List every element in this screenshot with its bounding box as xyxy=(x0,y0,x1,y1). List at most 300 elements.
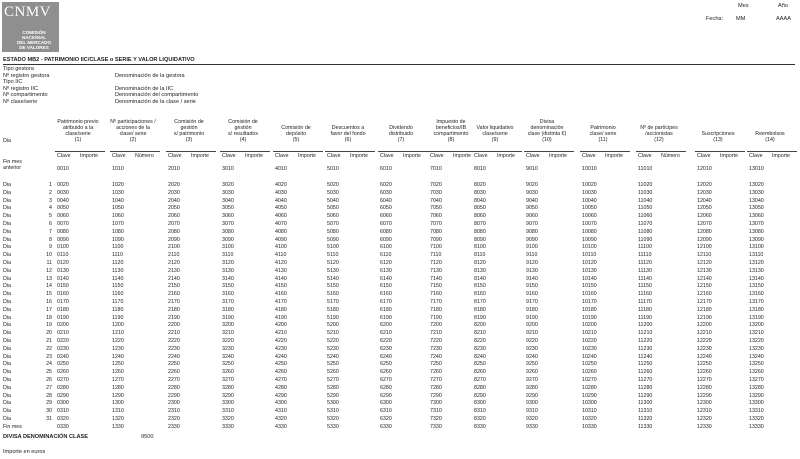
row-key-code: 3040 xyxy=(222,197,234,204)
row-key-code: 9060 xyxy=(526,213,538,220)
row-key-code: 8230 xyxy=(474,345,486,352)
row-key-code: 0230 xyxy=(57,345,69,352)
row-key-code: 1260 xyxy=(112,369,124,376)
column-header-line: (7) xyxy=(397,137,405,143)
row-key-code: 2250 xyxy=(168,361,180,368)
row-key-code: 0170 xyxy=(57,299,69,305)
row-label: Dia xyxy=(3,260,11,266)
row-key-code: 13300 xyxy=(749,400,764,407)
row-key-code: 6290 xyxy=(380,392,392,399)
column-sub-clave: Clave xyxy=(222,153,236,159)
row-key-code: 4140 xyxy=(275,275,287,282)
fecha-label: Fecha: xyxy=(706,16,724,22)
row-key-code: 0330 xyxy=(57,423,69,430)
row-key-code: 13110 xyxy=(749,252,764,259)
row-key-code: 10110 xyxy=(582,252,597,259)
row-key-code: 13020 xyxy=(749,182,764,188)
row-key-code: 12240 xyxy=(697,353,712,360)
row-day-number: 31 xyxy=(46,416,52,422)
row-key-code: 7220 xyxy=(430,338,442,344)
row-key-code: 3190 xyxy=(222,314,234,321)
column-header-line: favor del fondo xyxy=(330,131,366,137)
row-key-code: 9250 xyxy=(526,361,538,368)
logo-subtitle: COMISIÓN NACIONAL DEL MERCADO DE VALORES xyxy=(16,30,52,50)
row-label: Dia xyxy=(3,213,11,220)
row-key-code: 4090 xyxy=(275,236,287,243)
row-key-code: 8170 xyxy=(474,299,486,305)
column-header-line: Nº de partícipes xyxy=(640,125,678,131)
row-key-code: 3180 xyxy=(222,306,234,313)
row-key-code: 9160 xyxy=(526,291,538,298)
row-key-code: 0030 xyxy=(57,189,69,196)
row-key-code: 1110 xyxy=(112,252,123,259)
row-key-code: 6130 xyxy=(380,267,392,274)
row-key-code: 0200 xyxy=(57,322,69,329)
row-key-code: 11090 xyxy=(638,236,653,243)
row-key-code: 8330 xyxy=(474,423,486,430)
row-key-code: 3140 xyxy=(222,275,234,282)
row-key-code: 9090 xyxy=(526,236,538,243)
row-key-code: 0050 xyxy=(57,205,69,212)
row-key-code: 8220 xyxy=(474,338,486,344)
column-header-line: atribuido a la xyxy=(62,125,94,131)
row-key-code: 1290 xyxy=(112,392,124,399)
meta-label: Nº compartimento xyxy=(3,92,48,98)
row-key-code: 12130 xyxy=(697,267,712,274)
row-key-code: 2180 xyxy=(168,306,180,313)
column-header-line: (2) xyxy=(129,137,137,143)
row-key-code: 1330 xyxy=(112,423,124,430)
column-header-line: clase/ serie xyxy=(589,131,617,137)
row-key-code: 1320 xyxy=(112,416,124,422)
row-day-number: 17 xyxy=(46,306,52,313)
row-key-code: 10090 xyxy=(582,236,597,243)
row-key-code: 13120 xyxy=(749,260,764,266)
row-key-code: 8050 xyxy=(474,205,486,212)
title-divider xyxy=(3,64,795,65)
row-key-code: 3030 xyxy=(222,189,234,196)
row-key-code: 5190 xyxy=(327,314,339,321)
row-key-code: 8160 xyxy=(474,291,486,298)
row-key-code: 11030 xyxy=(638,189,653,196)
column-header-line: beneficios/IB xyxy=(435,125,467,131)
row-key-code: 3020 xyxy=(222,182,234,188)
column-header-line: denominación xyxy=(530,125,564,131)
row-key-code: 0310 xyxy=(57,408,69,415)
row-key-code: 13040 xyxy=(749,197,764,204)
row-key-code: 1250 xyxy=(112,361,124,368)
row-key-code: 9130 xyxy=(526,267,538,274)
row-day-number: 1 xyxy=(49,182,52,188)
row-key-code: 2230 xyxy=(168,345,180,352)
row-key-code: 1310 xyxy=(112,408,124,415)
ano-label: Año xyxy=(778,3,788,9)
row-key-code: 11260 xyxy=(638,369,653,376)
row-key-code: 4230 xyxy=(275,345,287,352)
row-key-code: 12210 xyxy=(697,330,712,337)
row-key-code: 3270 xyxy=(222,377,234,383)
row-key-code: 4080 xyxy=(275,228,287,235)
row-key-code: 5020 xyxy=(327,182,339,188)
row-key-code: 6110 xyxy=(380,252,392,259)
divisa-label: DIVISA DENOMINACIÓN CLASE xyxy=(3,434,88,440)
row-key-code: 2330 xyxy=(168,423,180,430)
row-label: Dia xyxy=(3,197,11,204)
row-key-code: 0290 xyxy=(57,392,69,399)
row-key-code: 8240 xyxy=(474,353,486,360)
row-key-code: 0300 xyxy=(57,400,69,407)
column-header-line: Comisión de xyxy=(174,119,204,125)
meta-value: Denominación del compartimento xyxy=(115,92,199,98)
row-key-code: 6310 xyxy=(380,408,392,415)
column-underline xyxy=(472,151,522,152)
row-day-number: 4 xyxy=(49,205,52,212)
row-label: Dia xyxy=(3,236,11,243)
row-key-code: 1190 xyxy=(112,314,124,321)
row-key-code: 4330 xyxy=(275,423,287,430)
row-key-code: 7010 xyxy=(430,166,442,172)
row-key-code: 4250 xyxy=(275,361,287,368)
row-label: Dia xyxy=(3,400,11,407)
row-key-code: 4270 xyxy=(275,377,287,383)
row-key-code: 13140 xyxy=(749,275,764,282)
column-header-line: (13) xyxy=(713,137,723,143)
column-header-line: s/ patrimonio xyxy=(173,131,205,137)
row-key-code: 2190 xyxy=(168,314,180,321)
row-key-code: 12270 xyxy=(697,377,712,383)
row-key-code: 3060 xyxy=(222,213,234,220)
row-key-code: 1070 xyxy=(112,221,124,227)
row-key-code: 5120 xyxy=(327,260,339,266)
row-key-code: 7200 xyxy=(430,322,442,329)
row-key-code: 8300 xyxy=(474,400,486,407)
row-key-code: 5240 xyxy=(327,353,339,360)
row-key-code: 11300 xyxy=(638,400,653,407)
row-key-code: 6220 xyxy=(380,338,392,344)
row-key-code: 13330 xyxy=(749,423,764,430)
row-key-code: 7020 xyxy=(430,182,442,188)
column-underline xyxy=(636,151,686,152)
row-key-code: 4280 xyxy=(275,384,287,391)
row-key-code: 8060 xyxy=(474,213,486,220)
row-key-code: 7330 xyxy=(430,423,442,430)
row-key-code: 11020 xyxy=(638,182,653,188)
row-key-code: 5060 xyxy=(327,213,339,220)
row-key-code: 3130 xyxy=(222,267,234,274)
row-key-code: 6020 xyxy=(380,182,392,188)
row-key-code: 12140 xyxy=(697,275,712,282)
column-sub-value: Importe xyxy=(605,153,623,159)
row-key-code: 10250 xyxy=(582,361,597,368)
row-key-code: 4110 xyxy=(275,252,287,259)
row-key-code: 8110 xyxy=(474,252,486,259)
row-key-code: 0210 xyxy=(57,330,69,337)
meta-label: Tipo IIC xyxy=(3,79,23,85)
row-key-code: 3220 xyxy=(222,338,234,344)
column-sub-value: Importe xyxy=(350,153,368,159)
row-key-code: 10150 xyxy=(582,283,597,290)
row-key-code: 4300 xyxy=(275,400,287,407)
column-sub-clave: Clave xyxy=(638,153,652,159)
row-key-code: 9170 xyxy=(526,299,538,305)
row-key-code: 0260 xyxy=(57,369,69,376)
row-key-code: 9210 xyxy=(526,330,538,337)
column-sub-clave: Clave xyxy=(380,153,394,159)
row-key-code: 0120 xyxy=(57,260,69,266)
column-sub-value: Número xyxy=(135,153,154,159)
row-key-code: 3280 xyxy=(222,384,234,391)
row-key-code: 6260 xyxy=(380,369,392,376)
row-day-number: 18 xyxy=(46,314,52,321)
row-key-code: 9190 xyxy=(526,314,538,321)
row-key-code: 3050 xyxy=(222,205,234,212)
row-key-code: 3300 xyxy=(222,400,234,407)
row-key-code: 4030 xyxy=(275,189,287,196)
column-header-line: Valor liquidativo xyxy=(476,125,514,131)
column-header-line: acciones de la xyxy=(116,125,150,131)
row-key-code: 9040 xyxy=(526,197,538,204)
row-key-code: 13290 xyxy=(749,392,764,399)
row-key-code: 10310 xyxy=(582,408,597,415)
column-header-line: (8) xyxy=(447,137,455,143)
row-key-code: 10070 xyxy=(582,221,597,227)
row-key-code: 5040 xyxy=(327,197,339,204)
row-key-code: 5320 xyxy=(327,416,339,422)
row-key-code: 7080 xyxy=(430,228,442,235)
row-key-code: 10050 xyxy=(582,205,597,212)
row-key-code: 12230 xyxy=(697,345,712,352)
row-key-code: 12030 xyxy=(697,189,712,196)
row-key-code: 7190 xyxy=(430,314,442,321)
row-key-code: 9120 xyxy=(526,260,538,266)
row-key-code: 12290 xyxy=(697,392,712,399)
row-key-code: 6180 xyxy=(380,306,392,313)
row-key-code: 0010 xyxy=(57,166,69,172)
row-key-code: 11120 xyxy=(638,260,652,266)
row-key-code: 3240 xyxy=(222,353,234,360)
row-key-code: 11160 xyxy=(638,291,652,298)
row-key-code: 10080 xyxy=(582,228,597,235)
column-header-line: clase/serie xyxy=(482,131,508,137)
column-underline xyxy=(166,151,216,152)
row-label: Dia xyxy=(3,361,11,368)
row-key-code: 6250 xyxy=(380,361,392,368)
row-key-code: 0280 xyxy=(57,384,69,391)
row-key-code: 2260 xyxy=(168,369,180,376)
row-key-code: 1200 xyxy=(112,322,124,329)
row-key-code: 7300 xyxy=(430,400,442,407)
row-key-code: 2270 xyxy=(168,377,180,383)
row-key-code: 2280 xyxy=(168,384,180,391)
meta-value: Denominación de la gestora xyxy=(115,72,185,79)
column-sub-clave: Clave xyxy=(327,153,341,159)
row-key-code: 10210 xyxy=(582,330,597,337)
row-label: Dia xyxy=(3,322,11,329)
row-key-code: 7130 xyxy=(430,267,442,274)
row-key-code: 12320 xyxy=(697,416,712,422)
row-day-number: 30 xyxy=(46,408,52,415)
row-key-code: 4190 xyxy=(275,314,287,321)
row-key-code: 1130 xyxy=(112,267,124,274)
row-key-code: 10270 xyxy=(582,377,597,383)
column-sub-clave: Clave xyxy=(697,153,711,159)
row-key-code: 0190 xyxy=(57,314,69,321)
row-key-code: 11200 xyxy=(638,322,653,329)
row-key-code: 4130 xyxy=(275,267,287,274)
row-key-code: 0110 xyxy=(57,252,69,259)
row-key-code: 0040 xyxy=(57,197,69,204)
row-key-code: 1030 xyxy=(112,189,124,196)
row-key-code: 6320 xyxy=(380,416,392,422)
row-key-code: 5050 xyxy=(327,205,339,212)
row-key-code: 13240 xyxy=(749,353,764,360)
row-key-code: 13260 xyxy=(749,369,764,376)
column-sub-clave: Clave xyxy=(749,153,763,159)
row-day-number: 7 xyxy=(49,228,52,235)
row-key-code: 10170 xyxy=(582,299,597,305)
row-key-code: 7260 xyxy=(430,369,442,376)
row-key-code: 10220 xyxy=(582,338,597,344)
column-sub-value: Número xyxy=(661,153,680,159)
row-day-number: 28 xyxy=(46,392,52,399)
row-key-code: 11310 xyxy=(638,408,653,415)
row-key-code: 12020 xyxy=(697,182,712,188)
row-key-code: 10060 xyxy=(582,213,597,220)
row-key-code: 7290 xyxy=(430,392,442,399)
row-key-code: 3290 xyxy=(222,392,234,399)
row-key-code: 7060 xyxy=(430,213,442,220)
row-key-code: 12250 xyxy=(697,361,712,368)
row-key-code: 9070 xyxy=(526,221,538,227)
row-key-code: 7210 xyxy=(430,330,442,337)
row-key-code: 2300 xyxy=(168,400,180,407)
row-label: Dia xyxy=(3,267,11,274)
mes-label: Mes xyxy=(738,3,749,9)
row-key-code: 5180 xyxy=(327,306,339,313)
row-key-code: 11230 xyxy=(638,345,653,352)
row-key-code: 0060 xyxy=(57,213,69,220)
row-key-code: 11170 xyxy=(638,299,652,305)
row-key-code: 8200 xyxy=(474,322,486,329)
column-sub-clave: Clave xyxy=(275,153,289,159)
column-header-line: (5) xyxy=(292,137,300,143)
row-key-code: 13080 xyxy=(749,228,764,235)
row-key-code: 1240 xyxy=(112,353,124,360)
row-key-code: 10180 xyxy=(582,306,597,313)
row-key-code: 13250 xyxy=(749,361,764,368)
row-label: Dia xyxy=(3,338,11,344)
row-key-code: 2240 xyxy=(168,353,180,360)
row-day-number: 2 xyxy=(49,189,52,196)
row-key-code: 12090 xyxy=(697,236,712,243)
column-underline xyxy=(325,151,375,152)
row-key-code: 8310 xyxy=(474,408,486,415)
row-key-code: 5170 xyxy=(327,299,339,305)
row-key-code: 2160 xyxy=(168,291,180,298)
row-key-code: 11110 xyxy=(638,252,652,259)
column-sub-value: Importe xyxy=(549,153,567,159)
row-key-code: 10120 xyxy=(582,260,597,266)
meta-label: Tipo gestora xyxy=(3,66,34,72)
ano-value: AAAA xyxy=(776,16,791,22)
row-key-code: 4320 xyxy=(275,416,287,422)
row-label: Dia xyxy=(3,244,11,251)
row-key-code: 7070 xyxy=(430,221,442,227)
row-key-code: 5330 xyxy=(327,423,339,430)
row-key-code: 1170 xyxy=(112,299,124,305)
row-key-code: 11270 xyxy=(638,377,653,383)
row-day-number: 5 xyxy=(49,213,52,220)
row-key-code: 4020 xyxy=(275,182,287,188)
meta-label: Nº registro IIC xyxy=(3,85,38,92)
column-header-line: clase (distinta €) xyxy=(527,131,567,137)
row-day-number: 24 xyxy=(46,361,52,368)
row-label: Dia xyxy=(3,189,11,196)
row-key-code: 0020 xyxy=(57,182,69,188)
row-key-code: 2210 xyxy=(168,330,180,337)
column-header-line: clase/serie xyxy=(65,131,91,137)
row-key-code: 6120 xyxy=(380,260,392,266)
row-day-number: 14 xyxy=(46,283,52,290)
row-key-code: 13060 xyxy=(749,213,764,220)
row-key-code: 2050 xyxy=(168,205,180,212)
row-key-code: 7120 xyxy=(430,260,442,266)
row-key-code: 3330 xyxy=(222,423,234,430)
row-key-code: 10010 xyxy=(582,166,597,172)
row-label: Fin mes xyxy=(3,423,22,430)
row-key-code: 12110 xyxy=(697,252,712,259)
row-key-code: 8250 xyxy=(474,361,486,368)
row-key-code: 7150 xyxy=(430,283,442,290)
row-key-code: 1100 xyxy=(112,244,124,251)
row-key-code: 13100 xyxy=(749,244,764,251)
row-key-code: 1230 xyxy=(112,345,124,352)
row-key-code: 2030 xyxy=(168,189,180,196)
row-key-code: 11150 xyxy=(638,283,652,290)
column-header-line: Suscripciones xyxy=(701,131,735,137)
row-key-code: 8010 xyxy=(474,166,486,172)
row-label: Dia xyxy=(3,384,11,391)
row-day-number: 23 xyxy=(46,353,52,360)
row-key-code: 1080 xyxy=(112,228,124,235)
row-label: Dia xyxy=(3,182,11,188)
row-key-code: 13050 xyxy=(749,205,764,212)
row-key-code: 2150 xyxy=(168,283,180,290)
row-key-code: 5140 xyxy=(327,275,339,282)
column-sub-value: Importe xyxy=(191,153,209,159)
column-underline xyxy=(524,151,574,152)
row-key-code: 9310 xyxy=(526,408,538,415)
row-key-code: 7310 xyxy=(430,408,442,415)
row-key-code: 7280 xyxy=(430,384,442,391)
row-key-code: 11180 xyxy=(638,306,652,313)
row-key-code: 9300 xyxy=(526,400,538,407)
mes-value: MM xyxy=(736,16,746,22)
row-key-code: 10230 xyxy=(582,345,597,352)
row-key-code: 2140 xyxy=(168,275,180,282)
row-key-code: 0080 xyxy=(57,228,69,235)
row-key-code: 10300 xyxy=(582,400,597,407)
row-key-code: 7270 xyxy=(430,377,442,383)
row-key-code: 0090 xyxy=(57,236,69,243)
row-key-code: 2110 xyxy=(168,252,180,259)
report-title: ESTADO MB2 - PATRIMONIO IIC/CLASE o SERIE Y VALOR LIQUIDATIVO xyxy=(3,57,195,63)
row-key-code: 4160 xyxy=(275,291,287,298)
row-label: Dia xyxy=(3,392,11,399)
row-key-code: 3320 xyxy=(222,416,234,422)
meta-value: Denominación de la IIC xyxy=(115,85,174,92)
row-key-code: 1020 xyxy=(112,182,124,188)
